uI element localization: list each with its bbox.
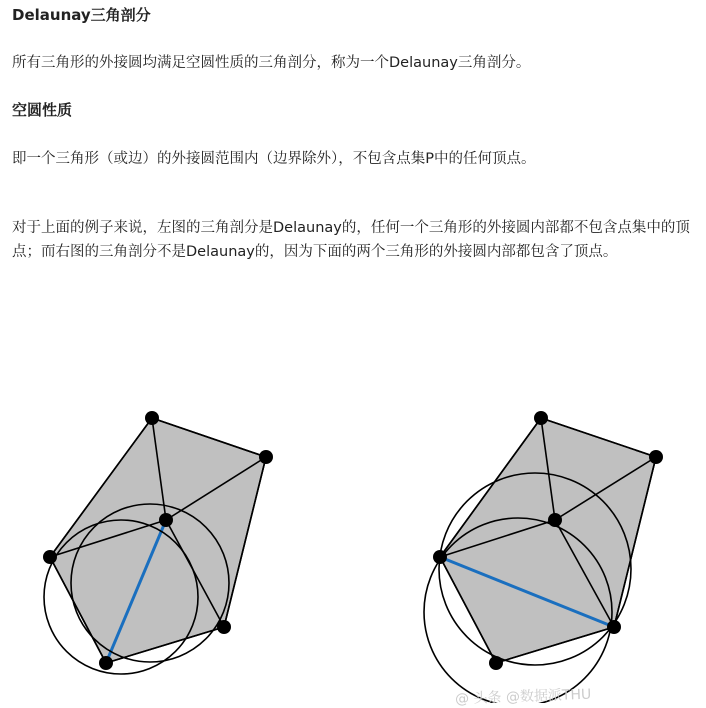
watermark-text: @ 头条 @数据派THU: [454, 686, 592, 708]
triangulation-figure: [0, 330, 706, 703]
empty-circle-paragraph: 即一个三角形（或边）的外接圆范围内（边界除外），不包含点集P中的任何顶点。: [12, 151, 536, 167]
heading-empty-circle: 空圆性质: [12, 101, 73, 119]
left-delaunay-diagram: [43, 411, 273, 674]
right-hull-fill: [440, 418, 656, 663]
definition-paragraph: 所有三角形的外接圆均满足空圆性质的三角剖分，称为一个Delaunay三角剖分。: [12, 55, 531, 71]
example-paragraph: 对于上面的例子来说，左图的三角剖分是Delaunay的，任何一个三角形的外接圆内部都不包含点集中的顶点；而右图的三角剖分不是Delaunay的，因为下面的两个三角形的外接圆内部都包含了顶点。: [12, 220, 690, 260]
heading-delaunay: Delaunay三角剖分: [12, 6, 151, 24]
right-non-delaunay-diagram: [424, 411, 663, 703]
